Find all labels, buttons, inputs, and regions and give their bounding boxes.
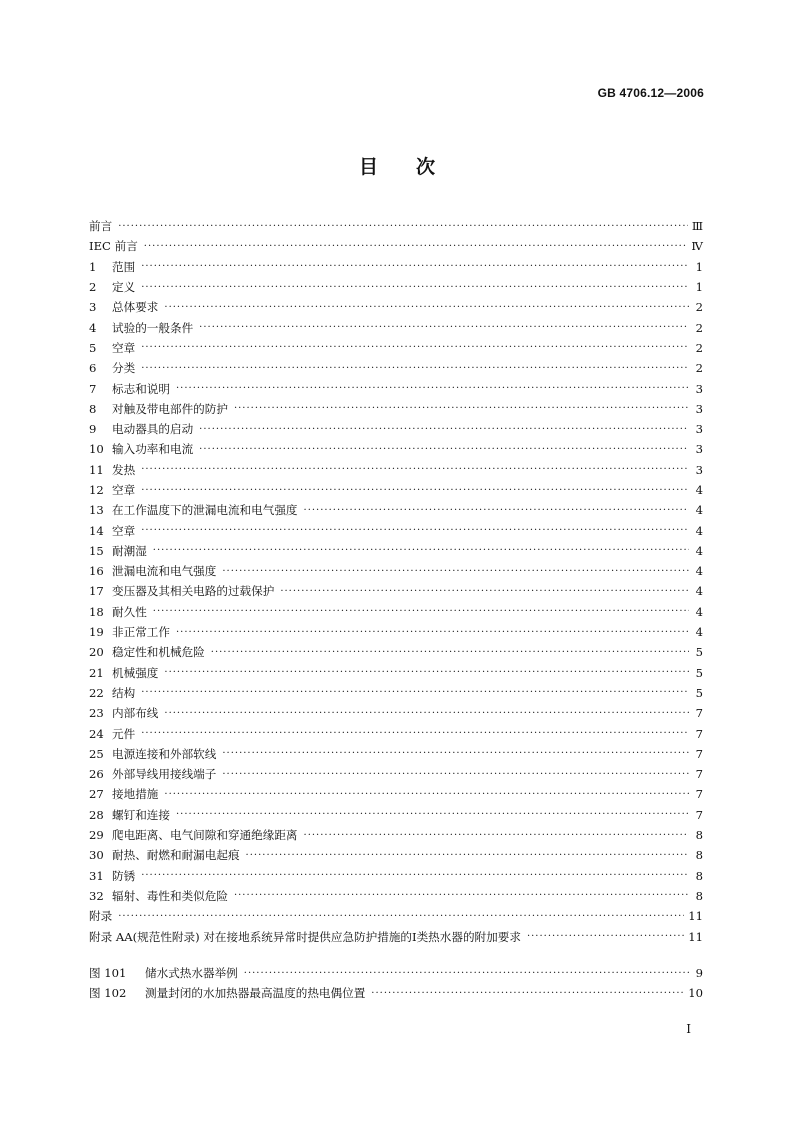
toc-entry[interactable] — [89, 825, 703, 845]
entry-number: 图 101 — [89, 966, 127, 981]
dot-leader — [153, 606, 689, 617]
entry-number: 31 — [89, 868, 104, 883]
entry-number: 23 — [89, 706, 104, 721]
dot-leader — [164, 789, 689, 800]
dot-leader — [164, 708, 689, 719]
table-of-contents — [89, 216, 703, 947]
entry-page: 8 — [695, 888, 703, 903]
entry-number: 28 — [89, 807, 104, 822]
dot-leader — [222, 566, 689, 577]
toc-entry[interactable] — [89, 744, 703, 764]
entry-title: 辐射、毒性和类似危险 — [112, 888, 228, 903]
toc-entry[interactable] — [89, 845, 703, 865]
entry-number: 30 — [89, 848, 104, 863]
toc-entry[interactable] — [89, 723, 703, 743]
dot-leader — [141, 728, 689, 739]
dot-leader — [176, 809, 689, 820]
entry-label — [89, 985, 365, 1001]
entry-title: 耐久性 — [112, 604, 147, 619]
entry-label — [89, 320, 193, 336]
entry-label — [89, 965, 238, 981]
dot-leader — [153, 545, 689, 556]
entry-label — [89, 685, 135, 701]
toc-entry[interactable] — [89, 460, 703, 480]
entry-title: 元件 — [112, 726, 136, 741]
toc-entry[interactable] — [89, 541, 703, 561]
toc-entry[interactable] — [89, 886, 703, 906]
entry-title: 测量封闭的水加热器最高温度的热电偶位置 — [145, 986, 366, 1001]
entry-label — [89, 340, 135, 356]
entry-title: 非正常工作 — [112, 625, 170, 640]
entry-page: 7 — [695, 787, 703, 802]
entry-page: 7 — [695, 706, 703, 721]
entry-label — [89, 299, 158, 315]
dot-leader — [141, 282, 689, 293]
entry-title: 发热 — [112, 462, 136, 477]
toc-entry[interactable] — [89, 257, 703, 277]
entry-label — [89, 381, 170, 397]
entry-title: 分类 — [112, 361, 136, 376]
entry-title: 接地措施 — [112, 787, 159, 802]
toc-entry[interactable] — [89, 866, 703, 886]
entry-number: 22 — [89, 685, 104, 700]
entry-title: 输入功率和电流 — [112, 442, 194, 457]
dot-leader — [527, 931, 684, 942]
figure-list — [89, 963, 703, 1004]
entry-page: 4 — [695, 503, 703, 518]
entry-title: 总体要求 — [112, 300, 159, 315]
toc-entry[interactable] — [89, 358, 703, 378]
entry-title: 耐热、耐燃和耐漏电起痕 — [112, 848, 240, 863]
entry-title: 耐潮湿 — [112, 543, 147, 558]
entry-label — [89, 665, 158, 681]
entry-number: 图 102 — [89, 986, 127, 1001]
entry-page: 7 — [695, 767, 703, 782]
entry-label — [89, 360, 135, 376]
entry-page: 2 — [695, 361, 703, 376]
entry-label — [89, 766, 216, 782]
entry-title: 电源连接和外部软线 — [112, 746, 217, 761]
entry-title: 附录 — [89, 909, 113, 924]
toc-entry[interactable] — [89, 399, 703, 419]
dot-leader — [141, 870, 689, 881]
entry-page: 2 — [695, 320, 703, 335]
entry-number: 14 — [89, 523, 104, 538]
entry-number: 11 — [89, 462, 104, 477]
entry-number: 3 — [89, 300, 97, 315]
dot-leader — [118, 221, 688, 232]
entry-title: 前言 — [89, 219, 113, 234]
dot-leader — [199, 444, 689, 455]
entry-label — [89, 847, 240, 863]
entry-page: 1 — [695, 280, 703, 295]
dot-leader — [211, 647, 689, 658]
toc-entry[interactable] — [89, 297, 703, 317]
entry-title: 泄漏电流和电气强度 — [112, 564, 217, 579]
page-title — [0, 152, 794, 179]
entry-title: 螺钉和连接 — [112, 807, 170, 822]
entry-title: 储水式热水器举例 — [145, 966, 238, 981]
dot-leader — [141, 687, 689, 698]
entry-title: 定义 — [112, 280, 136, 295]
entry-number: 25 — [89, 746, 104, 761]
entry-label — [89, 908, 112, 924]
toc-entry[interactable] — [89, 805, 703, 825]
dot-leader — [164, 302, 689, 313]
toc-entry[interactable] — [89, 277, 703, 297]
entry-label — [89, 441, 193, 457]
toc-entry[interactable] — [89, 703, 703, 723]
entry-page: 3 — [695, 422, 703, 437]
toc-entry[interactable] — [89, 784, 703, 804]
entry-page: 4 — [695, 584, 703, 599]
entry-title: 结构 — [112, 685, 136, 700]
dot-leader — [246, 850, 689, 861]
dot-leader — [304, 505, 689, 516]
entry-number: 5 — [89, 340, 97, 355]
entry-label — [89, 705, 158, 721]
entry-page: 9 — [695, 966, 703, 981]
entry-label — [89, 543, 147, 559]
entry-label — [89, 238, 138, 254]
toc-entry[interactable] — [89, 622, 703, 642]
entry-label — [89, 746, 216, 762]
entry-title: 爬电距离、电气间隙和穿通绝缘距离 — [112, 828, 298, 843]
toc-entry[interactable] — [89, 906, 703, 926]
dot-leader — [199, 424, 689, 435]
entry-number: 2 — [89, 280, 97, 295]
entry-page: 3 — [695, 381, 703, 396]
entry-page: 3 — [695, 442, 703, 457]
entry-title: 标志和说明 — [112, 381, 170, 396]
entry-page: 4 — [695, 523, 703, 538]
entry-number: 16 — [89, 564, 104, 579]
entry-page: 5 — [695, 665, 703, 680]
entry-label — [89, 401, 228, 417]
entry-label — [89, 462, 135, 478]
entry-number: 10 — [89, 442, 104, 457]
figure-entry[interactable] — [89, 983, 703, 1003]
entry-number: 20 — [89, 645, 104, 660]
entry-title: 空章 — [112, 523, 136, 538]
dot-leader — [222, 769, 689, 780]
entry-title: 稳定性和机械危险 — [112, 645, 205, 660]
entry-number: 6 — [89, 361, 97, 376]
entry-title: IEC 前言 — [89, 239, 138, 254]
toc-entry[interactable] — [89, 419, 703, 439]
figure-entry[interactable] — [89, 963, 703, 983]
entry-title: 空章 — [112, 340, 136, 355]
entry-title: 空章 — [112, 483, 136, 497]
entry-page: 8 — [695, 868, 703, 883]
entry-number: 32 — [89, 888, 104, 903]
entry-label — [89, 726, 135, 742]
entry-page: 7 — [695, 726, 703, 741]
entry-page: 7 — [695, 746, 703, 761]
dot-leader — [244, 968, 689, 979]
entry-page: 11 — [688, 909, 703, 924]
entry-number: 13 — [89, 503, 104, 518]
entry-number: 8 — [89, 401, 97, 416]
entry-number: 4 — [89, 320, 97, 335]
entry-number: 17 — [89, 584, 104, 599]
dot-leader — [234, 403, 689, 414]
dot-leader — [176, 627, 689, 638]
entry-page: Ⅲ — [691, 219, 703, 234]
dot-leader — [371, 988, 684, 999]
dot-leader — [199, 322, 689, 333]
dot-leader — [234, 890, 689, 901]
entry-label — [89, 929, 521, 945]
entry-page: 8 — [695, 848, 703, 863]
entry-title: 外部导线用接线端子 — [112, 767, 217, 782]
entry-title: 机械强度 — [112, 665, 159, 680]
toc-entry[interactable] — [89, 378, 703, 398]
dot-leader — [141, 363, 689, 374]
entry-label — [89, 563, 216, 579]
entry-label — [89, 502, 298, 518]
dot-leader — [118, 911, 684, 922]
entry-number: 19 — [89, 625, 104, 640]
entry-title: 对触及带电部件的防护 — [112, 401, 228, 416]
standard-code: GB 4706.12—2006 — [597, 86, 704, 100]
dot-leader — [141, 342, 689, 353]
toc-entry[interactable] — [89, 683, 703, 703]
dot-leader — [141, 261, 689, 272]
entry-page: Ⅳ — [691, 239, 703, 254]
entry-number: 26 — [89, 767, 104, 782]
entry-page: 4 — [695, 564, 703, 579]
toc-entry[interactable] — [89, 764, 703, 784]
page-number: I — [686, 1022, 691, 1036]
entry-title: 附录 AA(规范性附录) 对在接地系统异常时提供应急防护措施的Ⅰ类热水器的附加要求 — [89, 929, 521, 944]
entry-page: 4 — [695, 625, 703, 640]
toc-entry[interactable] — [89, 236, 703, 256]
entry-number: 27 — [89, 787, 104, 802]
toc-entry[interactable] — [89, 663, 703, 683]
entry-page: 8 — [695, 828, 703, 843]
entry-page: 1 — [695, 259, 703, 274]
dot-leader — [144, 241, 688, 252]
entry-label — [89, 259, 135, 275]
entry-label — [89, 583, 274, 599]
toc-entry[interactable] — [89, 439, 703, 459]
dot-leader — [280, 586, 689, 597]
toc-entry[interactable] — [89, 602, 703, 622]
entry-label — [89, 604, 147, 620]
entry-label — [89, 218, 112, 234]
entry-label — [89, 421, 193, 437]
entry-page: 4 — [695, 483, 703, 497]
entry-page: 2 — [695, 340, 703, 355]
dot-leader — [176, 383, 689, 394]
toc-entry[interactable] — [89, 926, 703, 946]
dot-leader — [141, 485, 689, 496]
entry-page: 7 — [695, 807, 703, 822]
title-part-1: 目 — [358, 156, 378, 178]
toc-entry[interactable] — [89, 338, 703, 358]
entry-label — [89, 868, 135, 884]
entry-number: 21 — [89, 665, 104, 680]
entry-label — [89, 888, 228, 904]
toc-entry[interactable] — [89, 216, 703, 236]
entry-label — [89, 807, 170, 823]
entry-number: 29 — [89, 828, 104, 843]
entry-label — [89, 482, 135, 498]
entry-page: 5 — [695, 685, 703, 700]
entry-title: 范围 — [112, 259, 136, 274]
entry-page: 10 — [688, 986, 703, 1001]
toc-entry[interactable] — [89, 500, 703, 520]
dot-leader — [141, 464, 689, 475]
entry-number: 15 — [89, 543, 104, 558]
entry-page: 11 — [688, 929, 703, 944]
toc-entry[interactable] — [89, 581, 703, 601]
entry-label — [89, 644, 205, 660]
entry-title: 内部布线 — [112, 706, 159, 721]
entry-page: 5 — [695, 645, 703, 660]
dot-leader — [141, 525, 689, 536]
entry-number: 1 — [89, 259, 97, 274]
toc-entry[interactable] — [89, 317, 703, 337]
toc-entry[interactable] — [89, 480, 703, 500]
entry-label — [89, 624, 170, 640]
toc-entry[interactable] — [89, 561, 703, 581]
entry-number: 7 — [89, 381, 97, 396]
entry-number: 18 — [89, 604, 104, 619]
dot-leader — [222, 748, 689, 759]
entry-page: 4 — [695, 543, 703, 558]
entry-page: 3 — [695, 401, 703, 416]
entry-title: 变压器及其相关电路的过载保护 — [112, 584, 275, 599]
entry-title: 电动器具的启动 — [112, 422, 194, 437]
entry-label — [89, 523, 135, 539]
entry-title: 试验的一般条件 — [112, 320, 194, 335]
dot-leader — [304, 830, 689, 841]
entry-label — [89, 786, 158, 802]
entry-page: 4 — [695, 604, 703, 619]
entry-page: 3 — [695, 462, 703, 477]
entry-title: 防锈 — [112, 868, 136, 883]
toc-entry[interactable] — [89, 642, 703, 662]
entry-number: 12 — [89, 483, 104, 497]
entry-number: 24 — [89, 726, 104, 741]
entry-title: 在工作温度下的泄漏电流和电气强度 — [112, 503, 298, 518]
entry-label — [89, 279, 135, 295]
title-part-2: 次 — [416, 156, 436, 178]
entry-number: 9 — [89, 422, 97, 437]
entry-page: 2 — [695, 300, 703, 315]
toc-entry[interactable] — [89, 520, 703, 540]
dot-leader — [164, 667, 689, 678]
entry-label — [89, 827, 298, 843]
